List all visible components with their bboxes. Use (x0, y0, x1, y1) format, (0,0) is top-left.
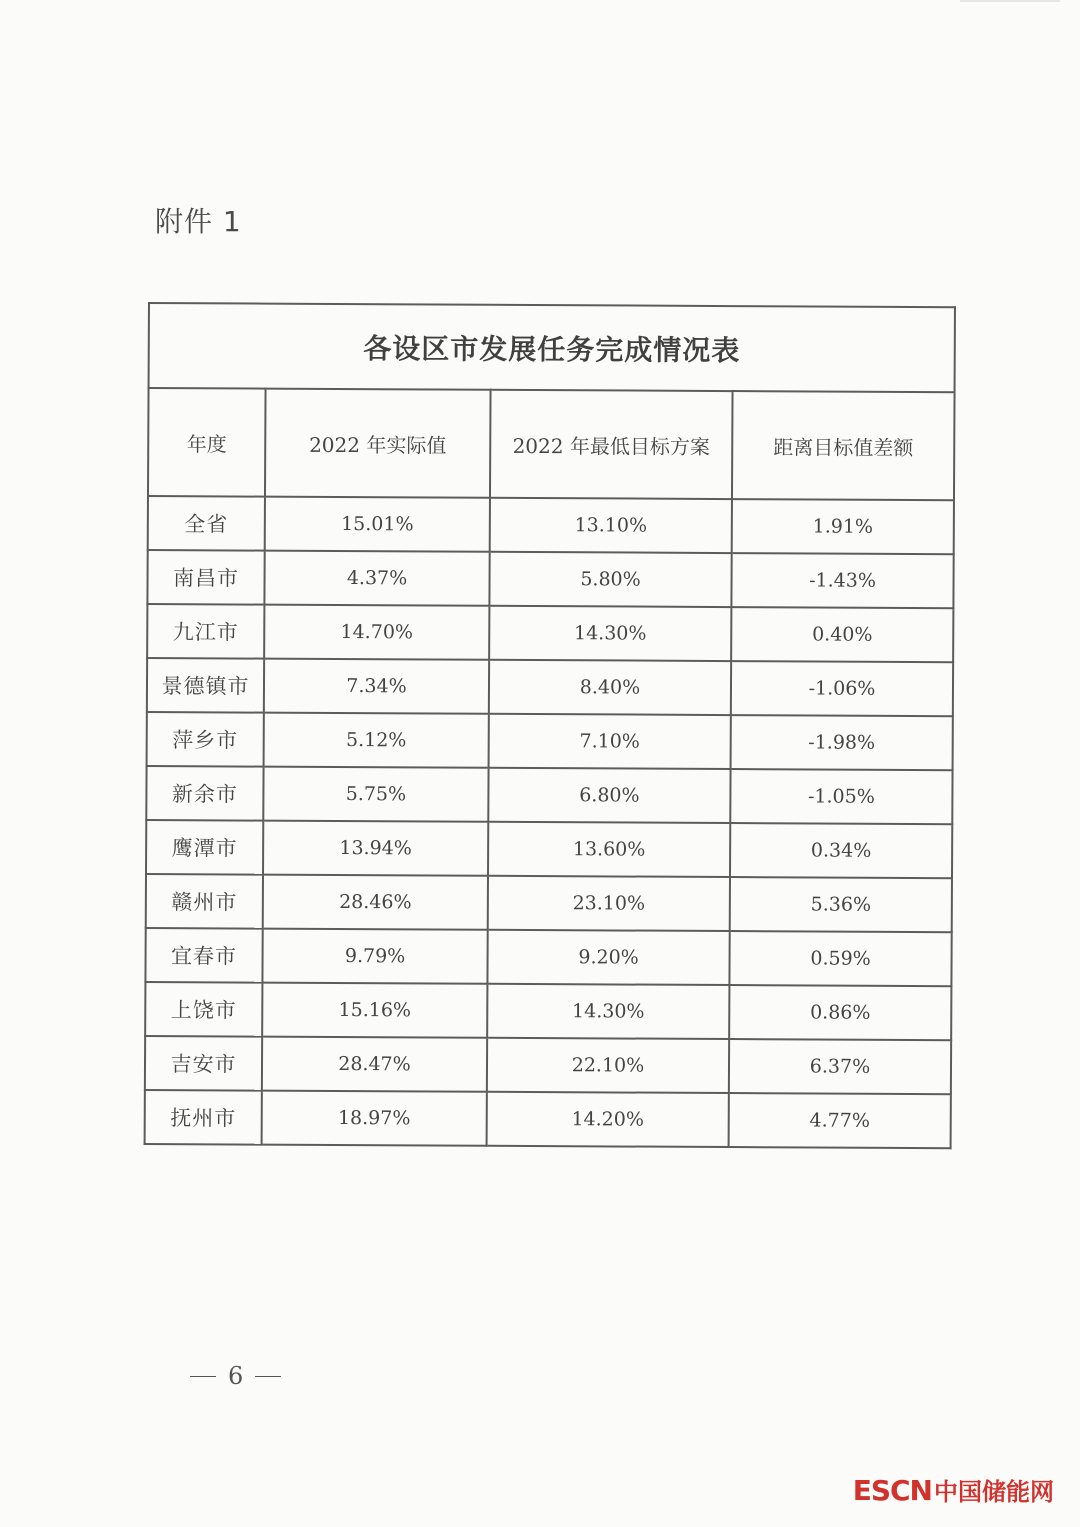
table-title-row (149, 303, 955, 392)
cell-actual: 18.97% (262, 1091, 487, 1146)
cell-target: 14.20% (487, 1092, 729, 1147)
table-row (145, 928, 951, 986)
column-header-gap: 距离目标值差额 (732, 391, 955, 500)
cell-region: 上饶市 (145, 982, 262, 1037)
column-header-target: 2022 年最低目标方案 (490, 390, 733, 499)
cell-actual: 28.47% (262, 1037, 487, 1092)
table-row (148, 496, 954, 554)
cell-gap: 6.37% (729, 1039, 951, 1094)
watermark-latin: ESCN (852, 1474, 932, 1507)
dash-left (190, 1376, 216, 1377)
cell-region: 萍乡市 (147, 712, 264, 767)
cell-target: 13.60% (488, 822, 730, 877)
table-row (147, 550, 953, 608)
table-row (147, 604, 953, 662)
table-header-row (148, 388, 955, 500)
cell-actual: 28.46% (263, 875, 488, 930)
cell-gap: -1.05% (730, 769, 952, 824)
table-row (146, 766, 952, 824)
table-row (147, 658, 953, 716)
cell-region: 全省 (148, 496, 265, 551)
cell-region: 南昌市 (147, 550, 264, 605)
cell-gap: 4.77% (729, 1093, 951, 1148)
cell-region: 新余市 (146, 766, 263, 821)
cell-region: 九江市 (147, 604, 264, 659)
scan-edge-line (960, 0, 1060, 2)
cell-gap: 0.86% (729, 985, 951, 1040)
table-row (145, 1090, 951, 1148)
cell-gap: 1.91% (732, 499, 954, 554)
cell-region: 吉安市 (145, 1036, 262, 1091)
cell-gap: 0.34% (730, 823, 952, 878)
table-title: 各设区市发展任务完成情况表 (149, 303, 955, 392)
cell-target: 8.40% (489, 660, 731, 715)
cell-gap: 0.59% (729, 931, 951, 986)
cell-gap: -1.43% (731, 553, 953, 608)
column-header-actual: 2022 年实际值 (265, 389, 491, 498)
table-row (146, 874, 952, 932)
cell-actual: 15.01% (265, 497, 490, 552)
cell-target: 5.80% (489, 552, 731, 607)
cell-region: 抚州市 (145, 1090, 262, 1145)
cell-actual: 13.94% (263, 821, 488, 876)
cell-gap: 5.36% (730, 877, 952, 932)
page-number-value: 6 (228, 1362, 244, 1390)
cell-target: 22.10% (487, 1038, 729, 1093)
table-body (145, 496, 954, 1148)
table-row (145, 1036, 951, 1094)
page-number (190, 1362, 281, 1390)
cell-target: 9.20% (487, 930, 729, 985)
cell-region: 景德镇市 (147, 658, 264, 713)
dash-right (255, 1376, 281, 1377)
cell-actual: 5.75% (263, 767, 488, 822)
column-header-year: 年度 (148, 388, 266, 497)
table-row (146, 820, 952, 878)
cell-target: 6.80% (488, 768, 730, 823)
cell-gap: -1.98% (731, 715, 953, 770)
cell-target: 7.10% (489, 714, 731, 769)
cell-region: 鹰潭市 (146, 820, 263, 875)
escn-watermark-logo (853, 1472, 1054, 1507)
table-row (147, 712, 953, 770)
cell-actual: 9.79% (262, 929, 487, 984)
cell-gap: -1.06% (731, 661, 953, 716)
cell-actual: 4.37% (264, 551, 489, 606)
cell-region: 赣州市 (146, 874, 263, 929)
cell-actual: 14.70% (264, 605, 489, 660)
task-completion-table (144, 302, 956, 1149)
cell-target: 14.30% (487, 984, 729, 1039)
watermark-chinese: 中国储能网 (934, 1478, 1054, 1506)
attachment-label: 附件 1 (155, 205, 242, 238)
cell-target: 14.30% (489, 606, 731, 661)
cell-target: 13.10% (490, 498, 732, 553)
cell-actual: 7.34% (264, 659, 489, 714)
cell-target: 23.10% (488, 876, 730, 931)
cell-region: 宜春市 (145, 928, 262, 983)
cell-actual: 5.12% (264, 713, 489, 768)
table-row (145, 982, 951, 1040)
cell-gap: 0.40% (731, 607, 953, 662)
cell-actual: 15.16% (262, 983, 487, 1038)
